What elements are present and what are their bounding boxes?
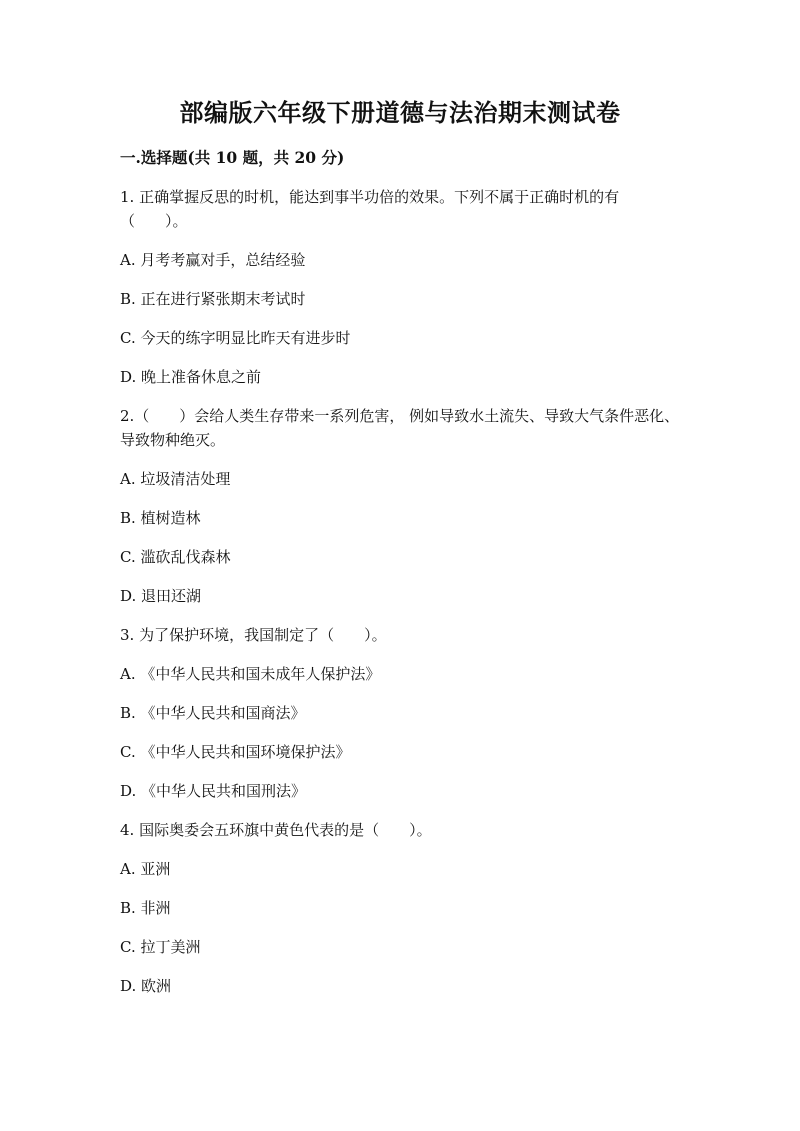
question-block — [120, 818, 680, 998]
answer-option: D. 欧洲 — [120, 977, 172, 995]
answer-option: C. 滥砍乱伐森林 — [120, 548, 231, 566]
question-block — [120, 404, 680, 608]
question-block — [120, 185, 680, 389]
answer-option: C. 今天的练字明显比昨天有进步时 — [120, 329, 351, 347]
questions-container — [120, 185, 680, 1013]
answer-option: D. 退田还湖 — [120, 587, 202, 605]
answer-option: A. 月考考赢对手，总结经验 — [120, 251, 306, 269]
answer-option: A. 亚洲 — [120, 860, 171, 878]
question-stem: 2.（ ）会给人类生存带来一系列危害， 例如导致水土流失、导致大气条件恶化、导致物种绝灭。 — [120, 407, 680, 449]
answer-option: A. 《中华人民共和国未成年人保护法》 — [120, 665, 381, 683]
answer-option: B. 正在进行紧张期末考试时 — [120, 290, 306, 308]
answer-option: C. 《中华人民共和国环境保护法》 — [120, 743, 351, 761]
question-stem: 4. 国际奥委会五环旗中黄色代表的是（ ）。 — [120, 821, 432, 839]
question-stem: 1. 正确掌握反思的时机，能达到事半功倍的效果。下列不属于正确时机的有（ ）。 — [120, 188, 620, 230]
answer-option: B. 非洲 — [120, 899, 171, 917]
answer-option: C. 拉丁美洲 — [120, 938, 201, 956]
page-title: 部编版六年级下册道德与法治期末测试卷 — [179, 98, 621, 127]
answer-option: B. 《中华人民共和国商法》 — [120, 704, 306, 722]
answer-option: A. 垃圾清洁处理 — [120, 470, 231, 488]
question-stem: 3. 为了保护环境，我国制定了（ ）。 — [120, 626, 387, 644]
answer-option: D. 《中华人民共和国刑法》 — [120, 782, 307, 800]
answer-option: D. 晚上准备休息之前 — [120, 368, 262, 386]
question-block — [120, 623, 680, 803]
answer-option: B. 植树造林 — [120, 509, 201, 527]
section-heading: 一.选择题(共 10 题，共 20 分) — [120, 148, 345, 167]
